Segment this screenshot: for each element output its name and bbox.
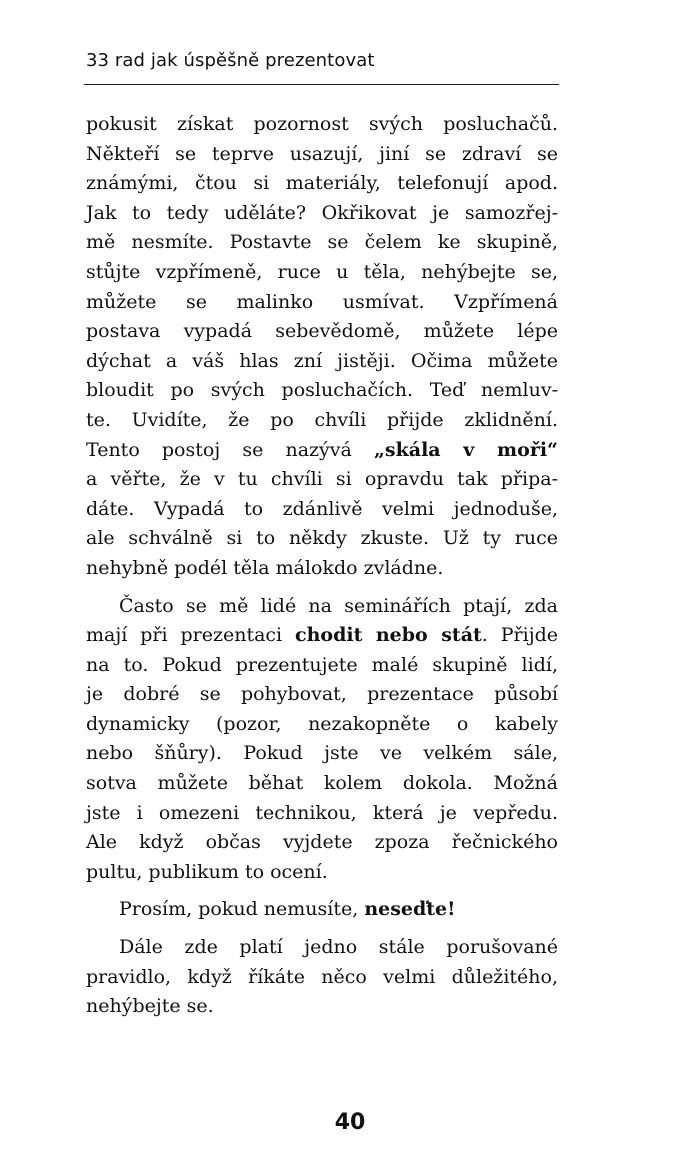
text-run: . Přijde <box>481 624 558 647</box>
text-line <box>86 895 558 925</box>
emphasis-nesedte: neseďte! <box>364 898 456 921</box>
text-line: Jak to tedy uděláte? Okřikovat je samozřej- <box>86 201 558 224</box>
text-line: pokusit získat pozornost svých posluchačů. <box>86 113 558 135</box>
text-line: dáte. Vypadá to zdánlivě velmi jednoduše, <box>86 497 558 520</box>
page-number: 40 <box>334 1110 366 1135</box>
paragraph-3 <box>86 895 558 925</box>
text-line: pravidlo, když říkáte něco velmi důležitého, <box>86 965 558 988</box>
page-body <box>86 110 558 1022</box>
text-line: stůjte vzpřímeně, ruce u těla, nehýbejte se, <box>86 260 558 283</box>
text-run: Prosím, pokud nemusíte, <box>119 898 365 921</box>
text-line: postava vypadá sebevědomě, můžete lépe <box>86 320 558 343</box>
running-head: 33 rad jak úspěšně prezentovat <box>86 50 375 71</box>
text-line: te. Uvidíte, že po chvíli přijde zklidnění. <box>86 408 558 431</box>
text-line: mě nesmíte. Postavte se čelem ke skupině, <box>86 231 558 254</box>
text-run: mají při prezentaci <box>86 624 296 647</box>
paragraph-4 <box>86 933 558 1022</box>
emphasis-skala-v-mori: „skála v moři“ <box>373 438 558 461</box>
text-line: na to. Pokud prezentujete malé skupině lidí, <box>86 653 558 676</box>
text-line: a věřte, že v tu chvíli si opravdu tak připa- <box>86 468 558 491</box>
emphasis-chodit-nebo-stat: chodit nebo stát <box>295 624 482 647</box>
text-line <box>86 436 558 466</box>
text-line <box>86 621 558 651</box>
text-line: sotva můžete běhat kolem dokola. Možná <box>86 772 558 795</box>
text-line: Dále zde platí jedno stále porušované <box>119 936 558 959</box>
header-rule <box>84 84 559 85</box>
text-line: známými, čtou si materiály, telefonují apod. <box>86 172 558 195</box>
text-line: je dobré se pohybovat, prezentace působí <box>86 683 558 706</box>
text-line: Často se mě lidé na seminářích ptají, zda <box>119 594 558 617</box>
paragraph-2 <box>86 592 558 888</box>
text-line: dynamicky (pozor, nezakopněte o kabely <box>86 712 558 735</box>
text-run: Tento postoj se nazývá <box>86 438 374 461</box>
text-line: dýchat a váš hlas zní jistěji. Očima můžete <box>86 349 558 372</box>
text-line: jste i omezeni technikou, která je vepředu. <box>86 801 558 824</box>
text-line: můžete se malinko usmívat. Vzpřímená <box>86 290 558 313</box>
text-line: Někteří se teprve usazují, jiní se zdraví se <box>86 142 558 165</box>
paragraph-1 <box>86 110 558 584</box>
text-line: nebo šňůry). Pokud jste ve velkém sále, <box>86 742 558 765</box>
text-line: nehybně podél těla málokdo zvládne. <box>86 556 444 579</box>
text-line: pultu, publikum to ocení. <box>86 860 328 883</box>
text-line: Ale když občas vyjdete zpoza řečnického <box>86 831 558 854</box>
text-line: bloudit po svých posluchačích. Teď nemluv- <box>86 379 558 402</box>
text-line: ale schválně si to někdy zkuste. Už ty ruce <box>86 527 558 550</box>
text-line: nehýbejte se. <box>86 995 214 1018</box>
